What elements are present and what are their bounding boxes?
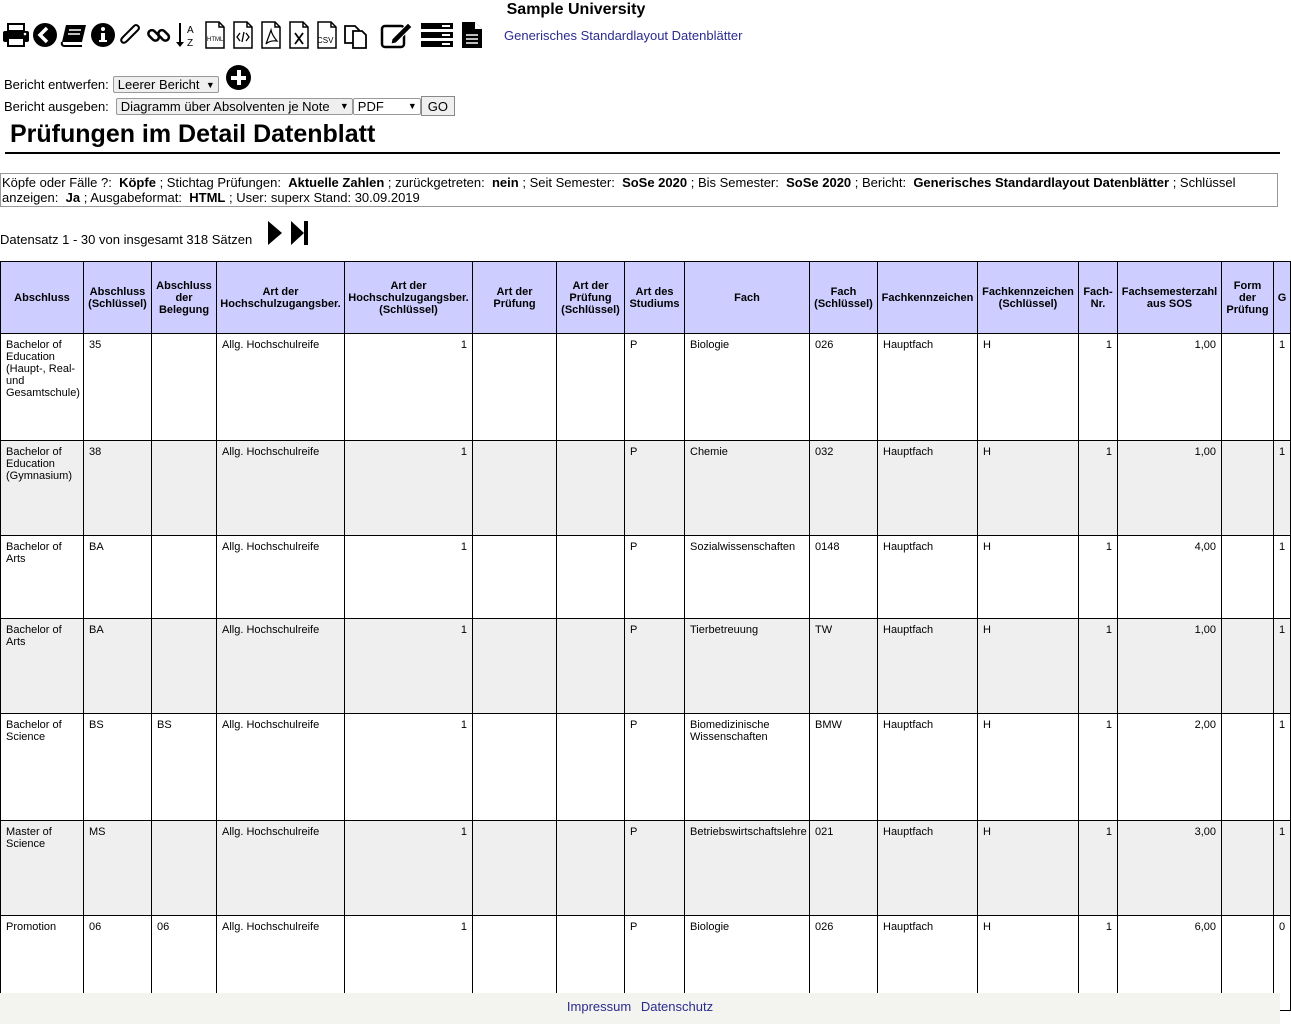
column-header[interactable]: Fach-Nr. [1079, 262, 1118, 334]
table-cell: Hauptfach [878, 441, 978, 536]
param-label: Köpfe oder Fälle ?: [2, 175, 112, 190]
table-cell: Chemie [685, 441, 810, 536]
document-icon[interactable] [460, 20, 484, 50]
table-cell: 1 [1079, 916, 1118, 1011]
table-cell [473, 536, 557, 619]
data-table [0, 261, 1291, 1011]
table-cell: 1 [345, 821, 473, 916]
copy-icon[interactable] [342, 20, 370, 50]
table-cell: Allg. Hochschulreife [217, 619, 345, 714]
table-cell: Allg. Hochschulreife [217, 334, 345, 441]
table-cell: 1 [345, 916, 473, 1011]
table-cell [473, 441, 557, 536]
output-report-value: Diagramm über Absolventen je Note [120, 98, 330, 114]
html-label: HTML [207, 37, 224, 43]
excel-file-icon[interactable] [286, 20, 312, 50]
csv-label: CSV [317, 36, 334, 45]
table-cell: 35 [84, 334, 152, 441]
table-cell: P [625, 536, 685, 619]
column-header[interactable]: Art der Prüfung (Schlüssel) [557, 262, 625, 334]
table-cell: Allg. Hochschulreife [217, 536, 345, 619]
table-cell [557, 536, 625, 619]
pdf-file-icon[interactable] [258, 20, 284, 50]
table-cell: H [978, 536, 1079, 619]
column-header[interactable]: Art der Hochschulzugangsber. [217, 262, 345, 334]
print-icon[interactable] [2, 20, 30, 50]
output-report-select[interactable] [116, 98, 353, 115]
param-label: ; Seit Semester: [522, 175, 615, 190]
table-header-row [1, 262, 1291, 334]
chevron-down-icon: ▼ [339, 101, 349, 111]
table-cell: H [978, 821, 1079, 916]
chevron-down-icon: ▼ [407, 101, 417, 111]
table-cell: Biologie [685, 334, 810, 441]
table-cell: Bachelor of Education (Haupt-, Real- und Gesamtschule) [1, 334, 84, 441]
table-cell: P [625, 619, 685, 714]
param-value: Köpfe [119, 175, 156, 190]
table-cell: TW [810, 619, 878, 714]
table-cell: 06 [152, 916, 217, 1011]
table-row [1, 619, 1291, 714]
table-cell: Bachelor of Arts [1, 536, 84, 619]
param-value: Aktuelle Zahlen [288, 175, 385, 190]
table-cell: H [978, 619, 1079, 714]
param-label: ; Schlüssel anzeigen: [2, 175, 1236, 205]
table-cell: 026 [810, 916, 878, 1011]
table-cell [557, 821, 625, 916]
param-value: Ja [65, 190, 81, 205]
table-cell: 3,00 [1118, 821, 1222, 916]
column-header[interactable]: Abschluss (Schlüssel) [84, 262, 152, 334]
chevron-down-icon: ▼ [205, 79, 215, 90]
table-cell: Tierbetreuung [685, 619, 810, 714]
table-cell [473, 821, 557, 916]
output-report-row [4, 96, 455, 116]
table-cell: 1 [1274, 619, 1291, 714]
table-row [1, 441, 1291, 536]
info-icon[interactable] [90, 20, 116, 50]
datenschutz-link[interactable]: Datenschutz [640, 999, 714, 1014]
table-cell: 0 [1274, 916, 1291, 1011]
param-value: nein [491, 175, 519, 190]
last-page-icon[interactable] [290, 220, 310, 249]
column-header[interactable]: Fach (Schlüssel) [810, 262, 878, 334]
param-value: SoSe 2020 [622, 175, 688, 190]
table-cell: Bachelor of Science [1, 714, 84, 821]
list-icon[interactable] [420, 20, 454, 50]
table-cell: 6,00 [1118, 916, 1222, 1011]
column-header[interactable]: Form der Prüfung [1222, 262, 1274, 334]
table-cell: Allg. Hochschulreife [217, 916, 345, 1011]
table-cell: 1 [1079, 821, 1118, 916]
toolbar [2, 20, 486, 50]
table-cell [557, 334, 625, 441]
column-header[interactable]: Fachsemesterzahl aus SOS [1118, 262, 1222, 334]
table-cell: 1 [1079, 714, 1118, 821]
table-cell: BA [84, 536, 152, 619]
table-cell: Allg. Hochschulreife [217, 441, 345, 536]
param-label: ; Bis Semester: [690, 175, 779, 190]
param-value: Generisches Standardlayout Datenblätter [913, 175, 1170, 190]
param-user-stand: ; User: superx Stand: 30.09.2019 [228, 190, 420, 205]
param-value: HTML [189, 190, 226, 205]
table-cell: H [978, 334, 1079, 441]
paperclip-icon[interactable] [118, 20, 144, 50]
table-cell: 06 [84, 916, 152, 1011]
design-report-value: Leerer Bericht [117, 77, 200, 92]
table-cell [557, 441, 625, 536]
record-count: Datensatz 1 - 30 von insgesamt 318 Sätzen [0, 232, 253, 247]
table-cell: 1 [1079, 536, 1118, 619]
institution-name: Sample University [506, 1, 646, 18]
footer [0, 993, 1280, 1024]
column-header[interactable]: Abschluss [1, 262, 84, 334]
design-report-select[interactable] [113, 76, 219, 93]
output-format-select[interactable] [353, 98, 421, 115]
table-row [1, 334, 1291, 441]
table-cell [473, 714, 557, 821]
table-cell [1222, 441, 1274, 536]
param-label: ; zurückgetreten: [387, 175, 485, 190]
table-cell: H [978, 714, 1079, 821]
table-row [1, 714, 1291, 821]
table-cell [1222, 821, 1274, 916]
table-cell: 1 [1274, 821, 1291, 916]
table-cell: 4,00 [1118, 536, 1222, 619]
table-cell: Bachelor of Education (Gymnasium) [1, 441, 84, 536]
table-cell: BA [84, 619, 152, 714]
back-icon[interactable] [32, 20, 58, 50]
table-cell: Allg. Hochschulreife [217, 821, 345, 916]
html-export-icon[interactable] [202, 20, 228, 50]
csv-export-icon[interactable] [314, 20, 340, 50]
table-cell [1222, 619, 1274, 714]
code-file-icon[interactable] [230, 20, 256, 50]
table-cell: Hauptfach [878, 916, 978, 1011]
table-cell: Betriebswirtschaftslehre [685, 821, 810, 916]
table-cell: 1 [1274, 334, 1291, 441]
table-cell: 1 [345, 536, 473, 619]
table-cell: 0148 [810, 536, 878, 619]
table-cell: 1 [345, 619, 473, 714]
table-cell: Hauptfach [878, 714, 978, 821]
table-cell [152, 619, 217, 714]
table-cell: H [978, 916, 1079, 1011]
table-cell: H [978, 441, 1079, 536]
table-cell: 38 [84, 441, 152, 536]
table-cell [152, 334, 217, 441]
table-cell: Biologie [685, 916, 810, 1011]
table-cell: BMW [810, 714, 878, 821]
param-label: ; Stichtag Prüfungen: [159, 175, 281, 190]
table-cell [1222, 334, 1274, 441]
column-header[interactable]: Fach [685, 262, 810, 334]
param-label: ; Ausgabeformat: [83, 190, 182, 205]
output-format-value: PDF [357, 98, 384, 114]
report-layout-link[interactable]: Generisches Standardlayout Datenblätter [504, 28, 743, 43]
add-report-icon[interactable] [226, 65, 251, 90]
table-row [1, 536, 1291, 619]
table-cell: P [625, 334, 685, 441]
table-cell: 032 [810, 441, 878, 536]
table-cell: 1 [1274, 536, 1291, 619]
link-icon[interactable] [146, 20, 172, 50]
design-report-row [4, 76, 219, 93]
column-header[interactable]: Abschluss der Belegung [152, 262, 217, 334]
report-parameters [0, 173, 1278, 207]
table-cell: 1 [1079, 441, 1118, 536]
table-cell: BS [84, 714, 152, 821]
next-page-icon[interactable] [266, 220, 284, 249]
impressum-link[interactable]: Impressum [566, 999, 632, 1014]
table-cell: 1 [1274, 441, 1291, 536]
table-cell: 026 [810, 334, 878, 441]
table-cell: Biomedizinische Wissenschaften [685, 714, 810, 821]
table-cell: P [625, 714, 685, 821]
table-cell: Allg. Hochschulreife [217, 714, 345, 821]
sort-az-icon[interactable] [174, 20, 200, 50]
table-cell: Bachelor of Arts [1, 619, 84, 714]
design-report-label: Bericht entwerfen: [4, 77, 109, 92]
table-cell: MS [84, 821, 152, 916]
table-cell: Hauptfach [878, 821, 978, 916]
table-cell: P [625, 821, 685, 916]
column-header[interactable]: Art der Hochschulzugangsber. (Schlüssel) [345, 262, 473, 334]
param-label: ; Bericht: [854, 175, 907, 190]
table-cell: Hauptfach [878, 619, 978, 714]
svg-text:A: A [187, 25, 194, 36]
table-cell: 1 [345, 441, 473, 536]
page-title: Prüfungen im Detail Datenblatt [10, 120, 376, 148]
table-cell: BS [152, 714, 217, 821]
param-value: SoSe 2020 [786, 175, 852, 190]
table-cell [152, 536, 217, 619]
column-header[interactable]: Art der Prüfung [473, 262, 557, 334]
table-cell [557, 619, 625, 714]
table-cell: 2,00 [1118, 714, 1222, 821]
column-header[interactable]: G [1274, 262, 1291, 334]
title-divider [5, 152, 1280, 154]
table-cell: 1,00 [1118, 619, 1222, 714]
table-cell: Hauptfach [878, 334, 978, 441]
book-icon[interactable] [60, 20, 88, 50]
column-header[interactable]: Fachkennzeichen [878, 262, 978, 334]
table-cell: 1 [345, 714, 473, 821]
table-cell: 1,00 [1118, 334, 1222, 441]
table-cell: 1 [1079, 619, 1118, 714]
table-cell: Hauptfach [878, 536, 978, 619]
output-report-label: Bericht ausgeben: [4, 98, 109, 114]
table-cell [152, 441, 217, 536]
go-button[interactable]: GO [421, 96, 455, 116]
data-table-container[interactable] [0, 261, 1287, 993]
table-cell: Sozialwissenschaften [685, 536, 810, 619]
table-cell [557, 714, 625, 821]
table-cell [473, 619, 557, 714]
table-cell: Master of Science [1, 821, 84, 916]
table-cell: P [625, 441, 685, 536]
table-cell: 021 [810, 821, 878, 916]
table-cell [1222, 714, 1274, 821]
table-cell: P [625, 916, 685, 1011]
table-cell: Promotion [1, 916, 84, 1011]
column-header[interactable]: Art des Studiums [625, 262, 685, 334]
table-cell: 1 [345, 334, 473, 441]
table-cell: 1 [1274, 714, 1291, 821]
table-cell: 1 [1079, 334, 1118, 441]
edit-icon[interactable] [380, 20, 414, 50]
svg-text:Z: Z [187, 38, 194, 49]
table-row [1, 821, 1291, 916]
table-cell: 1,00 [1118, 441, 1222, 536]
table-cell [473, 334, 557, 441]
table-cell [152, 821, 217, 916]
column-header[interactable]: Fachkennzeichen (Schlüssel) [978, 262, 1079, 334]
table-cell [1222, 536, 1274, 619]
table-body [1, 334, 1291, 1011]
